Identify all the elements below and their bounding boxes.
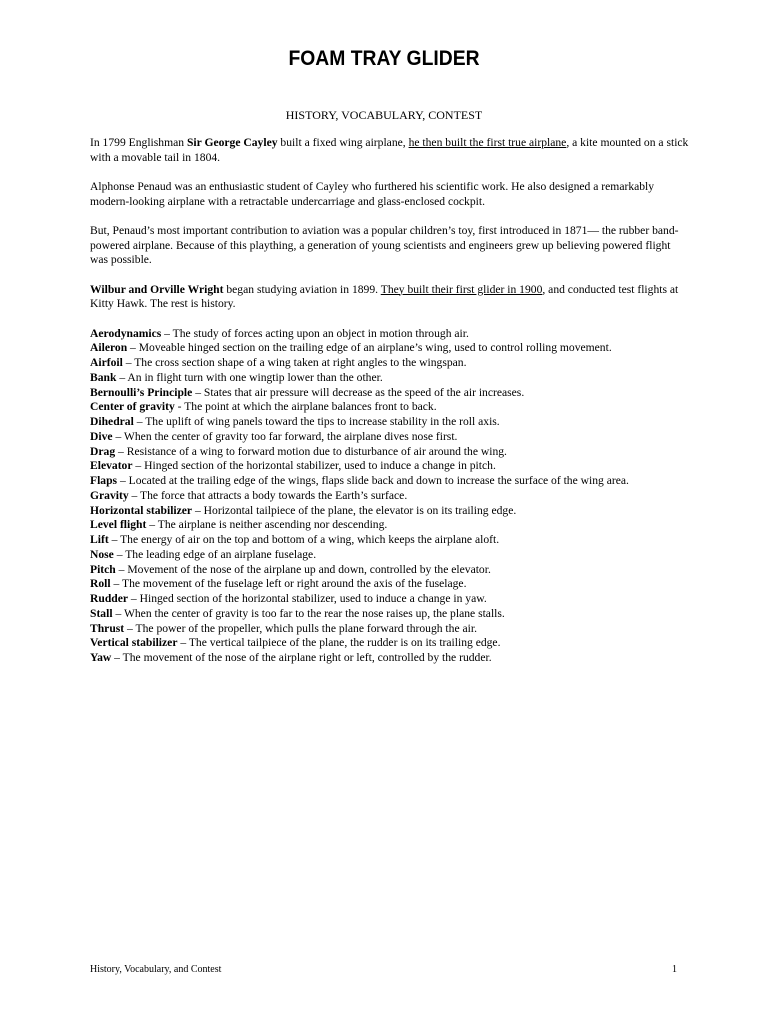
vocab-item [90, 445, 690, 460]
vocab-term: Stall [90, 606, 113, 620]
vocab-definition: – The force that attracts a body towards the Earth’s surface. [128, 488, 408, 502]
vocab-term: Aileron [90, 341, 128, 355]
name-cayley: Sir George Cayley [186, 136, 278, 149]
vocab-item [90, 327, 690, 342]
document-body [90, 136, 690, 666]
vocab-term: Bernoulli’s Principle [90, 385, 193, 399]
vocab-item [90, 341, 690, 356]
vocab-item [90, 607, 690, 622]
text-run: , and conducted test flights at Kitty Hawk. The rest is history. [90, 282, 679, 311]
vocab-term: Elevator [90, 459, 133, 473]
vocab-definition: – The leading edge of an airplane fuselage. [113, 547, 317, 561]
vocab-definition: – The study of forces acting upon an object in motion through air. [161, 326, 469, 340]
vocab-item [90, 563, 690, 578]
vocab-term: Nose [90, 547, 114, 561]
vocab-definition: – The movement of the fuselage left or right around the axis of the fuselage. [110, 577, 467, 591]
name-wright: Wilbur and Orville Wright [90, 282, 224, 296]
vocab-term: Lift [90, 533, 109, 547]
vocabulary-list [90, 327, 690, 666]
vocab-term: Thrust [90, 621, 125, 635]
vocab-item [90, 622, 690, 637]
vocab-item [90, 400, 690, 415]
vocab-term: Aerodynamics [90, 326, 162, 340]
vocab-item [90, 415, 690, 430]
vocab-term: Level flight [90, 518, 147, 532]
vocab-term: Vertical stabilizer [90, 636, 178, 650]
vocab-item [90, 489, 690, 504]
vocab-item [90, 474, 690, 489]
vocab-item [90, 577, 690, 592]
vocab-definition: – An in flight turn with one wingtip lower than the other. [116, 370, 383, 384]
vocab-item [90, 386, 690, 401]
vocab-definition: – Movement of the nose of the airplane up and down, controlled by the elevator. [115, 562, 491, 576]
text-run: began studying aviation in 1899. [223, 282, 381, 296]
vocab-definition: – Hinged section of the horizontal stabilizer, used to induce a change in pitch. [132, 459, 496, 473]
vocab-item [90, 548, 690, 563]
page-title: FOAM TRAY GLIDER [288, 47, 480, 70]
vocab-item [90, 430, 690, 445]
vocab-definition: – The uplift of wing panels toward the tips to increase stability in the roll axis. [133, 415, 500, 429]
vocab-term: Airfoil [90, 356, 123, 370]
text-run: built a fixed wing airplane, [277, 136, 409, 149]
underlined-text: he then built the first true airplane [408, 136, 567, 149]
vocab-item [90, 518, 690, 533]
vocab-term: Horizontal stabilizer [90, 503, 193, 517]
vocab-term: Center of gravity [90, 400, 175, 414]
vocab-term: Flaps [90, 474, 118, 488]
vocab-definition: – The movement of the nose of the airplane right or left, controlled by the rudder. [111, 651, 492, 665]
vocab-term: Dihedral [90, 415, 134, 429]
vocab-term: Rudder [90, 592, 129, 606]
vocab-term: Pitch [90, 562, 116, 576]
paragraph-cayley [90, 136, 690, 165]
vocab-definition: – Horizontal tailpiece of the plane, the elevator is on its trailing edge. [192, 503, 517, 517]
vocab-item [90, 651, 690, 666]
vocab-definition: – The power of the propeller, which pulls the plane forward through the air. [124, 621, 477, 635]
vocab-item [90, 459, 690, 474]
footer-title: History, Vocabulary, and Contest [90, 964, 222, 975]
text-run: In 1799 Englishman [90, 136, 187, 149]
vocab-definition: – Hinged section of the horizontal stabilizer, used to induce a change in yaw. [128, 592, 487, 606]
vocab-definition: - The point at which the airplane balances front to back. [174, 400, 437, 414]
vocab-term: Bank [90, 370, 117, 384]
vocab-item [90, 533, 690, 548]
vocab-item [90, 356, 690, 371]
vocab-definition: – Moveable hinged section on the trailing edge of an airplane’s wing, used to control rolling movement. [127, 341, 612, 355]
vocab-definition: – When the center of gravity too far forward, the airplane dives nose first. [112, 429, 458, 443]
paragraph-penaud-toy: But, Penaud’s most important contribution to aviation was a popular children’s toy, first introduced in 1871— the rubber band-powered airplane. Because of this plaything, a generation of young scientists and engineers grew up believing powered flight was possible. [90, 223, 679, 267]
vocab-term: Dive [90, 429, 113, 443]
vocab-definition: – The airplane is neither ascending nor descending. [146, 518, 388, 532]
page-subtitle: HISTORY, VOCABULARY, CONTEST [285, 108, 483, 122]
vocab-term: Roll [90, 577, 111, 591]
text-run: , a kite mounted on a stick with a movable tail in 1804. [90, 136, 689, 164]
vocab-definition: – Resistance of a wing to forward motion due to disturbance of air around the wing. [115, 444, 507, 458]
paragraph-penaud: Alphonse Penaud was an enthusiastic student of Cayley who furthered his scientific work. He also designed a remarkably modern-looking airplane with a retractable undercarriage and glass-enclosed cockpit. [90, 179, 655, 208]
vocab-definition: – When the center of gravity is too far to the rear the nose raises up, the plane stalls. [112, 606, 505, 620]
vocab-item [90, 371, 690, 386]
vocab-definition: – States that air pressure will decrease as the speed of the air increases. [192, 385, 525, 399]
underlined-text: They built their first glider in 1900 [380, 282, 543, 296]
paragraph-wright [90, 283, 690, 312]
page-number: 1 [672, 964, 677, 975]
vocab-term: Yaw [90, 651, 112, 665]
vocab-item [90, 504, 690, 519]
vocab-item [90, 592, 690, 607]
vocab-definition: – The vertical tailpiece of the plane, the rudder is on its trailing edge. [177, 636, 501, 650]
vocab-definition: – The cross section shape of a wing taken at right angles to the wingspan. [122, 356, 467, 370]
vocab-term: Drag [90, 444, 116, 458]
vocab-term: Gravity [90, 488, 129, 502]
vocab-definition: – Located at the trailing edge of the wings, flaps slide back and down to increase the surface of the wing area. [117, 474, 629, 488]
vocab-definition: – The energy of air on the top and bottom of a wing, which keeps the airplane aloft. [108, 533, 500, 547]
vocab-item [90, 636, 690, 651]
